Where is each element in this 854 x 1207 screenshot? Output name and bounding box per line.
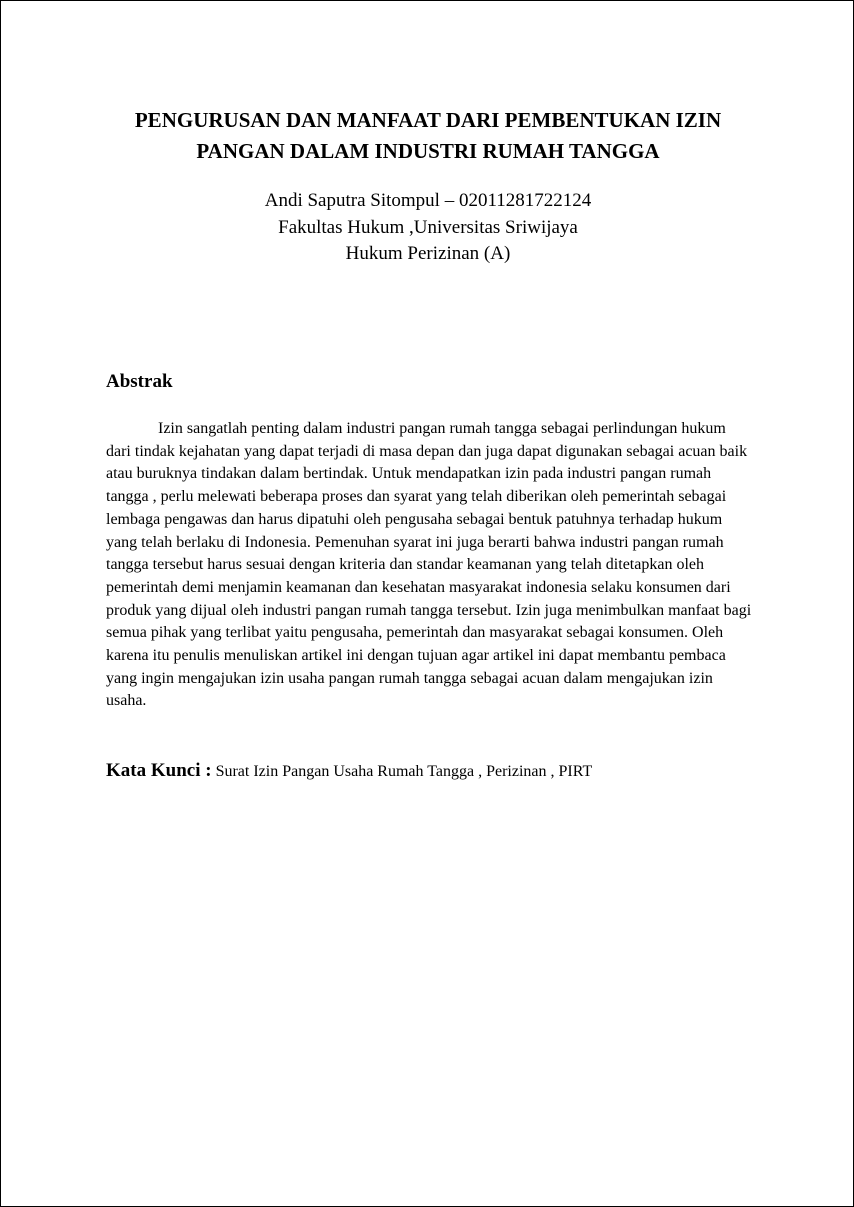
keywords-value: Surat Izin Pangan Usaha Rumah Tangga , Perizinan , PIRT bbox=[211, 763, 593, 780]
author-block bbox=[61, 188, 795, 268]
author-name: Andi Saputra Sitompul – 02011281722124 bbox=[264, 190, 592, 211]
title-line-1: PENGURUSAN DAN MANFAAT DARI PEMBENTUKAN IZIN bbox=[134, 108, 722, 132]
author-affiliation: Fakultas Hukum ,Universitas Sriwijaya bbox=[278, 216, 578, 238]
keywords bbox=[106, 758, 786, 785]
course-name: Hukum Perizinan (A) bbox=[345, 243, 511, 264]
title-line-2: PANGAN DALAM INDUSTRI RUMAH TANGGA bbox=[196, 139, 660, 163]
keywords-label: Kata Kunci : bbox=[106, 760, 212, 781]
abstract-heading: Abstrak bbox=[106, 371, 173, 392]
document-title bbox=[61, 105, 795, 167]
abstract-body: Izin sangatlah penting dalam industri pangan rumah tangga sebagai perlindungan hukum dari tindak kejahatan yang dapat terjadi di masa depan dan juga dapat digunakan sebagai acuan baik atau buruknya tindakan dalam bertindak. Untuk mendapatkan izin pada industri pangan rumah tangga , perlu melewati beberapa proses dan syarat yang telah diberikan oleh pemerintah sebagai lembaga pengawas dan harus dipatuhi oleh pengusaha sebagai bentuk patuhnya terhadap hukum yang telah berlaku di Indonesia. Pemenuhan syarat ini juga berarti bahwa industri pangan rumah tangga tersebut harus sesuai dengan kriteria dan standar keamanan yang telah ditetapkan oleh pemerintah demi menjamin keamanan dan kesehatan masyarakat indonesia selaku konsumen dari produk yang dijual oleh industri pangan rumah tangga tersebut. Izin juga menimbulkan manfaat bagi semua pihak yang terlibat yaitu pengusaha, pemerintah dan masyarakat sebagai konsumen. Oleh karena itu penulis menuliskan artikel ini dengan tujuan agar artikel ini dapat membantu pembaca yang ingin mengajukan izin usaha pangan rumah tangga sebagai acuan dalam mengajukan izin usaha. bbox=[106, 420, 752, 710]
